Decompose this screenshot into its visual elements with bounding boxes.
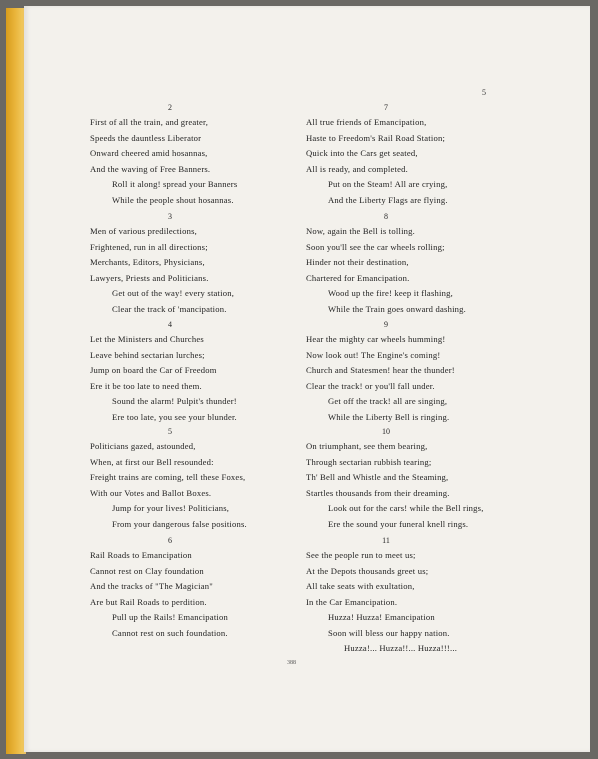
stanza-refrain-line: Soon will bless our happy nation. <box>328 627 450 638</box>
stanza-line: Through sectarian rubbish tearing; <box>306 456 432 467</box>
stanza-line: Soon you'll see the car wheels rolling; <box>306 241 445 252</box>
stanza-refrain-line: Sound the alarm! Pulpit's thunder! <box>112 396 237 406</box>
stanza-line: See the people run to meet us; <box>306 550 416 560</box>
stanza-9 <box>306 317 526 425</box>
stanza-line: Startles thousands from their dreaming. <box>306 487 450 498</box>
stanza-4 <box>90 317 310 425</box>
stanza-line: Hinder not their destination, <box>306 257 409 267</box>
stanza-line: All true friends of Emancipation, <box>306 117 427 127</box>
stanza-line: Let the Ministers and Churches <box>90 334 204 344</box>
stanza-number: 11 <box>382 536 390 545</box>
stanza-number: 6 <box>168 536 172 545</box>
stanza-refrain-line: Jump for your lives! Politicians, <box>112 503 230 513</box>
stanza-line: With our Votes and Ballot Boxes. <box>90 487 212 498</box>
stanza-refrain-line: Roll it along! spread your Banners <box>112 179 238 189</box>
stanza-refrain-line: And the Liberty Flags are flying. <box>328 194 448 205</box>
stanza-line: Jump on board the Car of Freedom <box>90 365 217 375</box>
stanza-number: 2 <box>168 103 172 112</box>
stanza-line: Now look out! The Engine's coming! <box>306 349 441 360</box>
stanza-line: Are but Rail Roads to perdition. <box>90 596 207 607</box>
stanza-2 <box>90 100 310 208</box>
stanza-line: Haste to Freedom's Rail Road Station; <box>306 132 446 143</box>
stanza-refrain-line: Ere too late, you see your blunder. <box>112 411 237 422</box>
stanza-line: Now, again the Bell is tolling. <box>306 226 415 236</box>
stanza-refrain-line: Cannot rest on such foundation. <box>112 627 228 638</box>
stanza-line: Church and Statesmen! hear the thunder! <box>306 365 455 375</box>
stanza-line: Ere it be too late to need them. <box>90 380 202 391</box>
stanza-3 <box>90 209 310 317</box>
page-number: 5 <box>482 88 486 97</box>
sheet-music-lyrics-page <box>24 6 590 752</box>
stanza-refrain-line: Huzza! Huzza! Emancipation <box>328 612 435 622</box>
stanza-line: Frightened, run in all directions; <box>90 241 208 252</box>
stanza-line: First of all the train, and greater, <box>90 117 209 127</box>
stanza-refrain-line: Ere the sound your funeral knell rings. <box>328 518 469 529</box>
stanza-line: Speeds the dauntless Liberator <box>90 132 202 143</box>
stanza-refrain-line: Pull up the Rails! Emancipation <box>112 612 228 622</box>
stanza-line: Clear the track! or you'll fall under. <box>306 380 435 391</box>
stanza-refrain-line: From your dangerous false positions. <box>112 518 247 529</box>
stanza-number: 10 <box>382 427 390 436</box>
stanza-line: At the Depots thousands greet us; <box>306 565 429 576</box>
stanza-refrain-line: Put on the Steam! All are crying, <box>328 179 448 189</box>
stanza-line: Lawyers, Priests and Politicians. <box>90 272 209 283</box>
stanza-refrain-line: While the people shout hosannas. <box>112 194 234 205</box>
stanza-line: Men of various predilections, <box>90 226 197 236</box>
stanza-number: 3 <box>168 212 172 221</box>
stanza-line: Chartered for Emancipation. <box>306 272 410 283</box>
stanza-line: Cannot rest on Clay foundation <box>90 565 204 576</box>
stanza-line: Politicians gazed, astounded, <box>90 441 196 451</box>
stanza-line: Quick into the Cars get seated, <box>306 148 418 158</box>
stanza-line: In the Car Emancipation. <box>306 596 398 607</box>
footer-plate-number: 388 <box>287 660 296 666</box>
stanza-line: Merchants, Editors, Physicians, <box>90 257 205 267</box>
stanza-6 <box>90 533 310 641</box>
stanza-refrain-line: Get out of the way! every station, <box>112 288 235 298</box>
stanza-number: 7 <box>384 103 388 112</box>
stanza-line: Th' Bell and Whistle and the Steaming, <box>306 472 449 482</box>
stanza-line: And the tracks of "The Magician" <box>90 581 213 591</box>
stanza-line: On triumphant, see them bearing, <box>306 441 428 451</box>
stanza-refrain-line: Look out for the cars! while the Bell rings, <box>328 503 484 513</box>
stanza-refrain-line: While the Train goes onward dashing. <box>328 303 466 314</box>
stanza-8 <box>306 209 526 317</box>
stanza-line: All take seats with exultation, <box>306 581 415 591</box>
stanza-line: Onward cheered amid hosannas, <box>90 148 208 158</box>
stanza-number: 4 <box>168 320 172 329</box>
page-edge-strip <box>6 8 26 754</box>
stanza-final-cheer-line: Huzza!... Huzza!!... Huzza!!!... <box>344 643 458 653</box>
stanza-7 <box>306 100 526 208</box>
stanza-number: 5 <box>168 427 172 436</box>
stanza-number: 8 <box>384 212 388 221</box>
stanza-refrain-line: Wood up the fire! keep it flashing, <box>328 288 453 298</box>
stanza-10 <box>306 424 526 532</box>
stanza-number: 9 <box>384 320 388 329</box>
stanza-refrain-line: Get off the track! all are singing, <box>328 396 448 406</box>
stanza-5 <box>90 424 310 532</box>
stanza-line: Freight trains are coming, tell these Foxes, <box>90 472 246 482</box>
stanza-refrain-line: Clear the track of 'mancipation. <box>112 303 227 314</box>
stanza-11 <box>306 533 526 657</box>
stanza-line: All is ready, and completed. <box>306 163 408 174</box>
stanza-line: Hear the mighty car wheels humming! <box>306 334 446 344</box>
stanza-line: Rail Roads to Emancipation <box>90 550 192 560</box>
stanza-line: When, at first our Bell resounded: <box>90 456 214 467</box>
stanza-refrain-line: While the Liberty Bell is ringing. <box>328 411 450 422</box>
stanza-line: And the waving of Free Banners. <box>90 163 211 174</box>
stanza-line: Leave behind sectarian lurches; <box>90 349 205 360</box>
